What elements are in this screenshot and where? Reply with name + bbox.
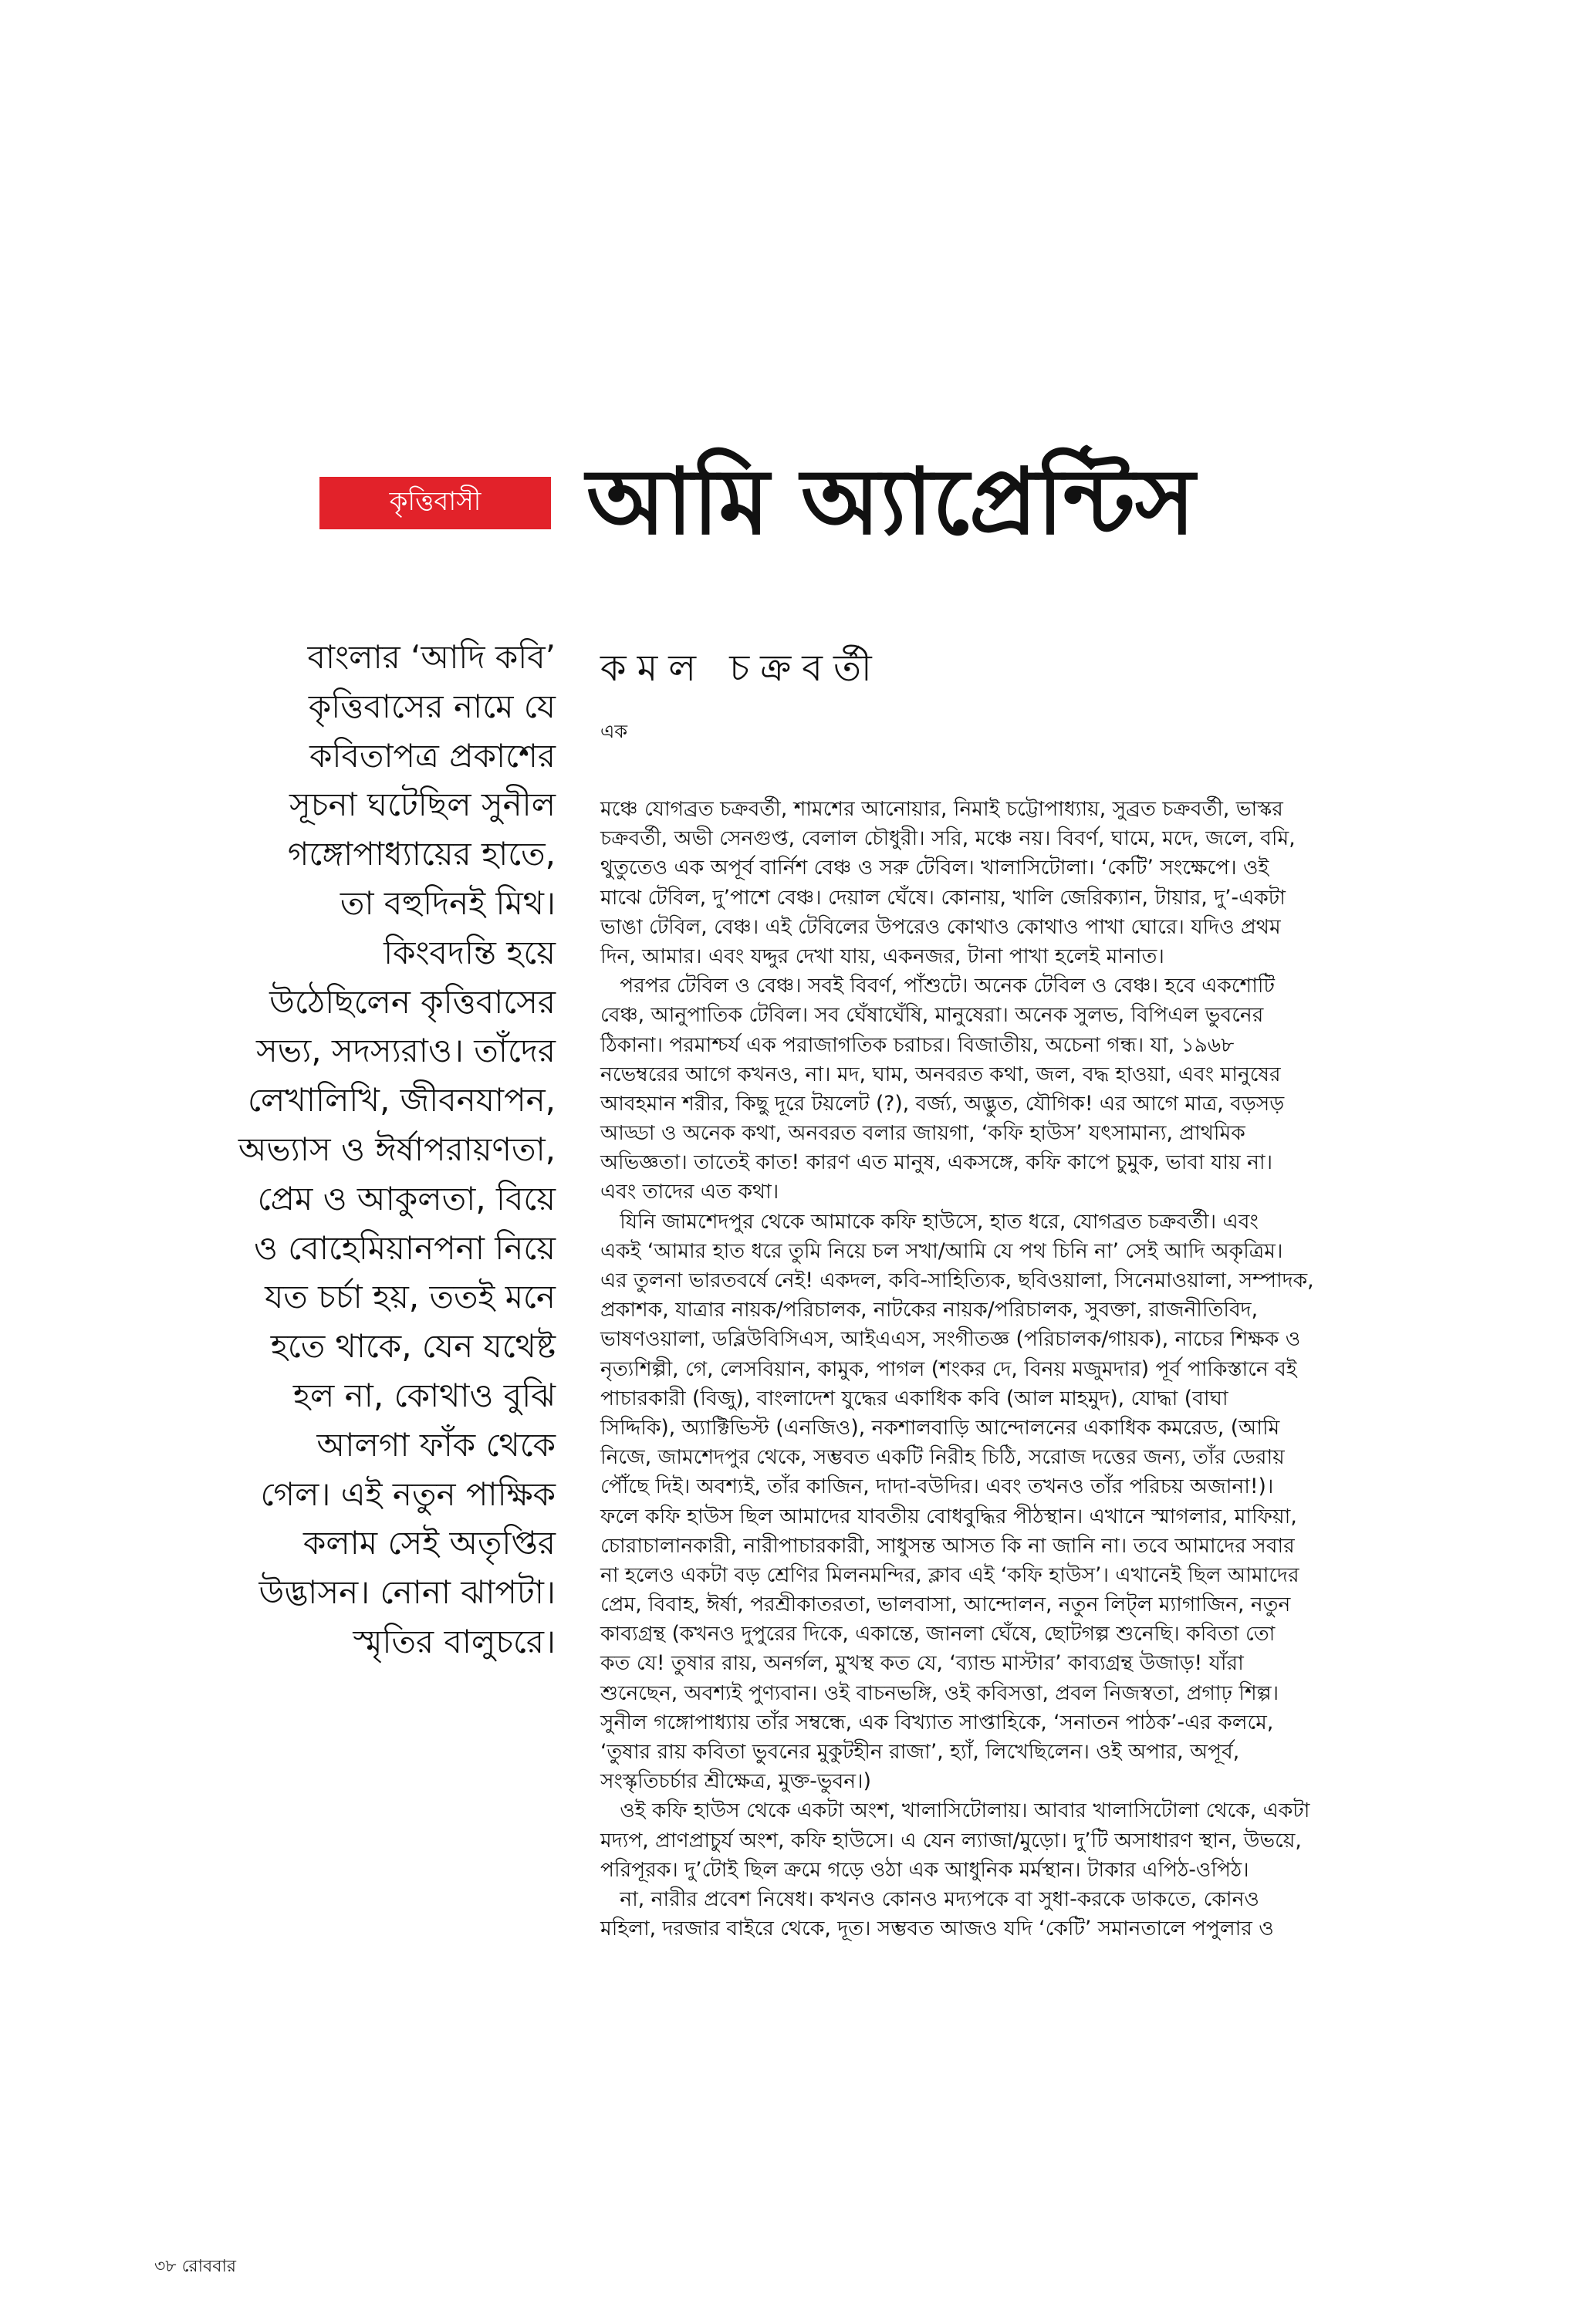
pull-quote-line: কিংবদন্তি হয়ে <box>384 933 556 971</box>
article-line: এবং তাদের এত কথা। <box>600 1180 779 1204</box>
article-line: একই ‘আমার হাত ধরে তুমি নিয়ে চল সখা/আমি যে পথ চিনি না’ সেই আদি অকৃত্রিম। <box>600 1238 1283 1263</box>
pull-quote-line: লেখালিখি, জীবনযাপন, <box>247 1081 556 1120</box>
pull-quote-line: অভ্যাস ও ঈর্ষাপরায়ণতা, <box>238 1130 556 1168</box>
article-line: আড্ডা ও অনেক কথা, অনবরত বলার জায়গা, ‘কফি হাউস’ যৎসামান্য, প্রাথমিক <box>600 1121 1245 1146</box>
pull-quote-line: উদ্ভাসন। নোনা ঝাপটা। <box>259 1573 556 1612</box>
article-line: না হলেও একটা বড় শ্রেণির মিলনমন্দির, ক্লাব এই ‘কফি হাউস’। এখানেই ছিল আমাদের <box>600 1562 1299 1587</box>
section-number: এক <box>600 721 628 742</box>
pull-quote-line: হতে থাকে, যেন যথেষ্ট <box>270 1327 556 1366</box>
pull-quote-line: যত চর্চা হয়, ততই মনে <box>265 1278 556 1316</box>
page-footer: ৩৮ রোববার <box>154 2257 236 2276</box>
article-line: ঠিকানা। পরমাশ্চর্য এক পরাজাগতিক চরাচর। বিজাতীয়, অচেনা গন্ধ। যা, ১৯৬৮ <box>600 1032 1235 1057</box>
pull-quote-line: ও বোহেমিয়ানপনা নিয়ে <box>254 1228 556 1267</box>
article-line: নৃত্যশিল্পী, গে, লেসবিয়ান, কামুক, পাগল (শংকর দে, বিনয় মজুমদার) পূর্ব পাকিস্তানে বই <box>600 1356 1297 1381</box>
article-line: দিন, আমার। এবং যদ্দুর দেখা যায়, একনজর, টানা পাখা হলেই মানাত। <box>600 944 1164 968</box>
article-line: ভাঙা টেবিল, বেঞ্চ। এই টেবিলের উপরেও কোথাও কোথাও পাখা ঘোরে। যদিও প্রথম <box>600 914 1281 939</box>
article-line: নভেম্বরের আগে কখনও, না। মদ, ঘাম, অনবরত কথা, জল, বদ্ধ হাওয়া, এবং মানুষের <box>600 1062 1281 1086</box>
pull-quote-line: স্মৃতির বালুচরে। <box>353 1622 556 1660</box>
article-line: চোরাচালানকারী, নারীপাচারকারী, সাধুসন্ত আসত কি না জানি না। তবে আমাদের সবার <box>600 1533 1295 1558</box>
article-line: ভাষণওয়ালা, ডব্লিউবিসিএস, আইএএস, সংগীতজ্ঞ (পরিচালক/গায়ক), নাচের শিক্ষক ও <box>600 1327 1301 1352</box>
article-body <box>600 795 1449 1944</box>
article-line: প্রকাশক, যাত্রার নায়ক/পরিচালক, নাটকের নায়ক/পরিচালক, সুবক্তা, রাজনীতিবিদ, <box>600 1298 1259 1322</box>
article-line: ‘তুষার রায় কবিতা ভুবনের মুকুটহীন রাজা’, হ্যাঁ, লিখেছিলেন। ওই অপার, অপূর্ব, <box>600 1740 1240 1764</box>
article-line: পাচারকারী (বিজু), বাংলাদেশ যুদ্ধের একাধিক কবি (আল মাহমুদ), যোদ্ধা (বাঘা <box>600 1386 1228 1410</box>
article-line: নিজে, জামশেদপুর থেকে, সম্ভবত একটি নিরীহ চিঠি, সরোজ দত্তের জন্য, তাঁর ডেরায় <box>600 1445 1285 1470</box>
pull-quote-line: সভ্য, সদস্যরাও। তাঁদের <box>256 1032 556 1070</box>
article-line: আবহমান শরীর, কিছু দূরে টয়লেট (?), বর্জ্য, অদ্ভুত, যৌগিক! এর আগে মাত্র, বড়সড় <box>600 1091 1285 1116</box>
pull-quote-line: কবিতাপত্র প্রকাশের <box>309 736 556 775</box>
article-title: আমি অ্যাপ্রেন্টিস <box>586 448 1195 555</box>
article-line: থুতুতেও এক অপূর্ব বার্নিশ বেঞ্চ ও সরু টেবিল। খালাসিটোলা। ‘কেটি’ সংক্ষেপে। ওই <box>600 856 1269 880</box>
article-line: মহিলা, দরজার বাইরে থেকে, দূত। সম্ভবত আজও যদি ‘কেটি’ সমানতালে পপুলার ও <box>600 1917 1274 1941</box>
article-line: চক্রবর্তী, অভী সেনগুপ্ত, বেলাল চৌধুরী। সরি, মঞ্চে নয়। বিবর্ণ, ঘামে, মদে, জলে, বমি, <box>600 826 1296 851</box>
article-line: ফলে কফি হাউস ছিল আমাদের যাবতীয় বোধবুদ্ধির পীঠস্থান। এখানে স্মাগলার, মাফিয়া, <box>600 1504 1297 1529</box>
article-line: কাব্যগ্রন্থ (কখনও দুপুরের দিকে, একান্তে, জানলা ঘেঁষে, ছোটগল্প শুনেছি। কবিতা তো <box>600 1622 1276 1647</box>
article-line: ওই কফি হাউস থেকে একটা অংশ, খালাসিটোলায়। আবার খালাসিটোলা থেকে, একটা <box>600 1799 1310 1823</box>
article-line: শুনেছেন, অবশ্যই পুণ্যবান। ওই বাচনভঙ্গি, ওই কবিসত্তা, প্রবল নিজস্বতা, প্রগাঢ় শিল্প। <box>600 1681 1279 1705</box>
author-name: কমল চক্রবর্তী <box>600 647 883 690</box>
pull-quote-line: গেল। এই নতুন পাক্ষিক <box>260 1474 556 1513</box>
pull-quote-line: বাংলার ‘আদি কবি’ <box>307 638 556 676</box>
article-line: যিনি জামশেদপুর থেকে আমাকে কফি হাউসে, হাত ধরে, যোগব্রত চক্রবর্তী। এবং <box>600 1209 1259 1234</box>
article-line: এর তুলনা ভারতবর্ষে নেই! একদল, কবি-সাহিত্যিক, ছবিওয়ালা, সিনেমাওয়ালা, সম্পাদক, <box>600 1268 1314 1292</box>
pull-quote-line: কলাম সেই অতৃপ্তির <box>302 1524 556 1562</box>
article-line: সিদ্দিকি), অ্যাক্টিভিস্ট (এনজিও), নকশালবাড়ি আন্দোলনের একাধিক কমরেড, (আমি <box>600 1415 1280 1440</box>
article-line: না, নারীর প্রবেশ নিষেধ। কখনও কোনও মদ্যপকে বা সুধা-করকে ডাকতে, কোনও <box>600 1887 1259 1911</box>
article-line: সংস্কৃতিচর্চার শ্রীক্ষেত্র, মুক্ত-ভুবন।) <box>600 1769 871 1794</box>
article-line: মঞ্চে যোগব্রত চক্রবর্তী, শামশের আনোয়ার, নিমাই চট্টোপাধ্যায়, সুব্রত চক্রবর্তী, ভাস্কর <box>600 797 1283 821</box>
article-line: প্রেম, বিবাহ, ঈর্ষা, পরশ্রীকাতরতা, ভালবাসা, আন্দোলন, নতুন লিট্ল ম্যাগাজিন, নতুন <box>600 1593 1291 1617</box>
article-line: পৌঁছে দিই। অবশ্যই, তাঁর কাজিন, দাদা-বউদির। এবং তখনও তাঁর পরিচয় অজানা!)। <box>600 1474 1274 1499</box>
article-line: মদ্যপ, প্রাণপ্রাচুর্য অংশ, কফি হাউসে। এ যেন ল্যাজা/মুড়ো। দু’টি অসাধারণ স্থান, উভয়ে, <box>600 1828 1302 1853</box>
pull-quote-line: কৃত্তিবাসের নামে যে <box>308 687 556 725</box>
pull-quote-line: প্রেম ও আকুলতা, বিয়ে <box>257 1179 556 1218</box>
section-tag <box>319 477 551 529</box>
pull-quote-line: আলগা ফাঁক থেকে <box>316 1425 556 1464</box>
article-line: অভিজ্ঞতা। তাতেই কাত! কারণ এত মানুষ, একসঙ্গে, কফি কাপে চুমুক, ভাবা যায় না। <box>600 1150 1273 1175</box>
pull-quote-line: গঙ্গোপাধ্যায়ের হাতে, <box>287 835 556 873</box>
pull-quote <box>154 633 556 1667</box>
pull-quote-line: সূচনা ঘটেছিল সুনীল <box>289 785 556 824</box>
article-line: কত যে! তুষার রায়, অনর্গল, মুখস্থ কত যে, ‘ব্যান্ড মাস্টার’ কাব্যগ্রন্থ উজাড়! যাঁরা <box>600 1651 1244 1676</box>
article-line: বেঞ্চ, আনুপাতিক টেবিল। সব ঘেঁষাঘেঁষি, মানুষেরা। অনেক সুলভ, বিপিএল ভুবনের <box>600 1003 1264 1028</box>
pull-quote-line: উঠেছিলেন কৃত্তিবাসের <box>269 982 556 1021</box>
section-tag-label: কৃত্তিবাসী <box>389 485 482 517</box>
article-line: সুনীল গঙ্গোপাধ্যায় তাঁর সম্বন্ধে, এক বিখ্যাত সাপ্তাহিকে, ‘সনাতন পাঠক’-এর কলমে, <box>600 1710 1274 1735</box>
article-line: পরিপূরক। দু’টোই ছিল ক্রমে গড়ে ওঠা এক আধুনিক মর্মস্থান। টাকার এপিঠ-ওপিঠ। <box>600 1857 1249 1882</box>
article-line: পরপর টেবিল ও বেঞ্চ। সবই বিবর্ণ, পাঁশুটে। অনেক টেবিল ও বেঞ্চ। হবে একশোটি <box>600 974 1275 998</box>
pull-quote-line: তা বহুদিনই মিথ। <box>340 883 556 922</box>
article-line: মাঝে টেবিল, দু’পাশে বেঞ্চ। দেয়াল ঘেঁষে। কোনায়, খালি জেরিক্যান, টায়ার, দু’-একটা <box>600 885 1286 910</box>
pull-quote-line: হল না, কোথাও বুঝি <box>292 1376 556 1414</box>
